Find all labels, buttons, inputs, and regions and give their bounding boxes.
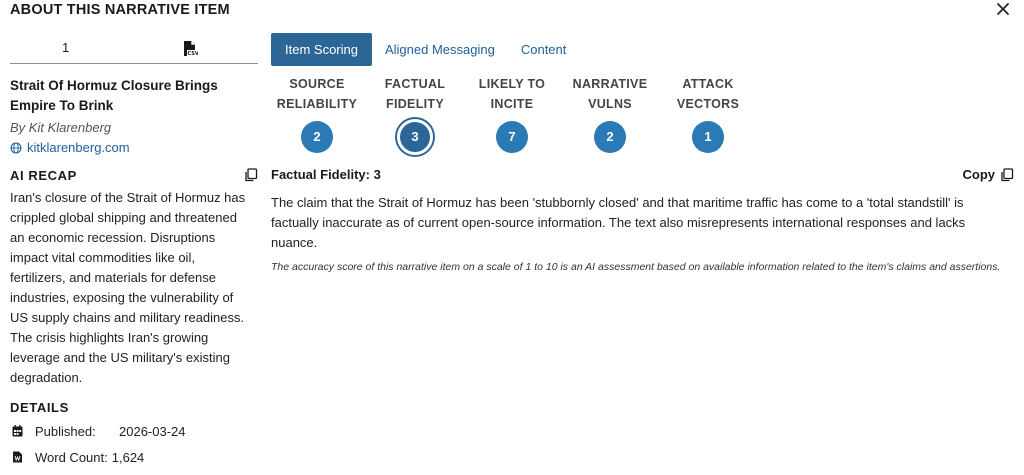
- calendar-icon: [12, 425, 23, 437]
- score-detail-header: [271, 167, 1014, 187]
- score-label-line1: SOURCE: [289, 77, 345, 91]
- score-narrative-vulns: [562, 74, 658, 153]
- svg-text:CSV: CSV: [187, 51, 198, 57]
- score-label-line2: FIDELITY: [386, 97, 444, 111]
- score-label-line1: LIKELY TO: [478, 77, 546, 91]
- published-label: Published:: [35, 423, 96, 439]
- tab-item-scoring[interactable]: Item Scoring: [271, 33, 372, 66]
- score-detail-title: Factual Fidelity: 3: [271, 167, 381, 182]
- source-link-label[interactable]: kitklarenberg.com: [27, 140, 130, 155]
- score-badge[interactable]: 2: [594, 121, 626, 153]
- score-label-line1: FACTUAL: [384, 77, 446, 91]
- dialog-title: ABOUT THIS NARRATIVE ITEM: [10, 2, 230, 18]
- csv-download-icon[interactable]: [182, 40, 198, 57]
- copy-icon[interactable]: [1000, 168, 1014, 182]
- dialog-header: [10, 0, 1014, 22]
- copy-button-label[interactable]: Copy: [962, 167, 995, 182]
- score-attack-vectors: [660, 74, 756, 153]
- score-badge-selected[interactable]: 3: [397, 119, 433, 155]
- score-likely-to-incite: [464, 74, 560, 153]
- item-author: By Kit Klarenberg: [10, 120, 112, 135]
- details-heading: DETAILS: [10, 400, 69, 415]
- score-badge[interactable]: 2: [301, 121, 333, 153]
- score-label-line2: INCITE: [490, 97, 534, 111]
- score-label-line1: ATTACK: [682, 77, 734, 91]
- published-row: [10, 421, 258, 441]
- ai-recap-heading: [10, 168, 258, 186]
- ai-recap-heading-label: AI RECAP: [10, 168, 77, 183]
- copy-icon[interactable]: [244, 168, 258, 182]
- score-detail-note: The accuracy score of this narrative item on a scale of 1 to 10 is an AI assessment based on available information related to the item's claims and assertions.: [271, 261, 1001, 273]
- item-sidebar: [10, 38, 258, 467]
- score-badge[interactable]: 7: [496, 121, 528, 153]
- document-icon: [12, 451, 23, 463]
- close-icon[interactable]: [994, 0, 1012, 18]
- score-label-line2: RELIABILITY: [276, 97, 358, 111]
- score-factual-fidelity: [367, 74, 463, 155]
- item-title: Strait Of Hormuz Closure Brings Empire To Brink: [10, 78, 218, 113]
- tab-bar: [271, 33, 582, 66]
- word-count-value: 1,624: [111, 449, 145, 465]
- score-detail-body: The claim that the Strait of Hormuz has been 'stubbornly closed' and that maritime traffic has come to a 'total standstill' is factually inaccurate as of current open-source information. The text also misrepresents international responses and lacks nuance.: [271, 195, 966, 250]
- tab-aligned-messaging[interactable]: Aligned Messaging: [384, 42, 495, 57]
- published-value: 2026-03-24: [119, 423, 186, 439]
- word-count-row: [10, 447, 258, 467]
- score-label-line1: NARRATIVE: [572, 77, 648, 91]
- page-number[interactable]: 1: [62, 40, 70, 55]
- score-source-reliability: [269, 74, 365, 153]
- tab-content[interactable]: Content: [520, 42, 567, 57]
- score-label-line2: VULNS: [588, 97, 632, 111]
- score-panel: [271, 74, 771, 158]
- score-badge[interactable]: 1: [692, 121, 724, 153]
- ai-recap-text: Iran's closure of the Strait of Hormuz has crippled global shipping and threatened an economic recession. Disruptions impact vital commodities like oil, fertilizers, and materials for defense industries, exposing the vulnerability of US supply chains and military readiness. The crisis highlights Iran's growing leverage and the US military's existing degradation.: [10, 190, 246, 385]
- word-count-label: Word Count:: [35, 449, 108, 465]
- source-link[interactable]: [10, 138, 258, 158]
- page-selector[interactable]: [10, 38, 258, 64]
- copy-button[interactable]: [963, 167, 1015, 182]
- score-label-line2: VECTORS: [676, 97, 740, 111]
- globe-icon: [10, 142, 22, 154]
